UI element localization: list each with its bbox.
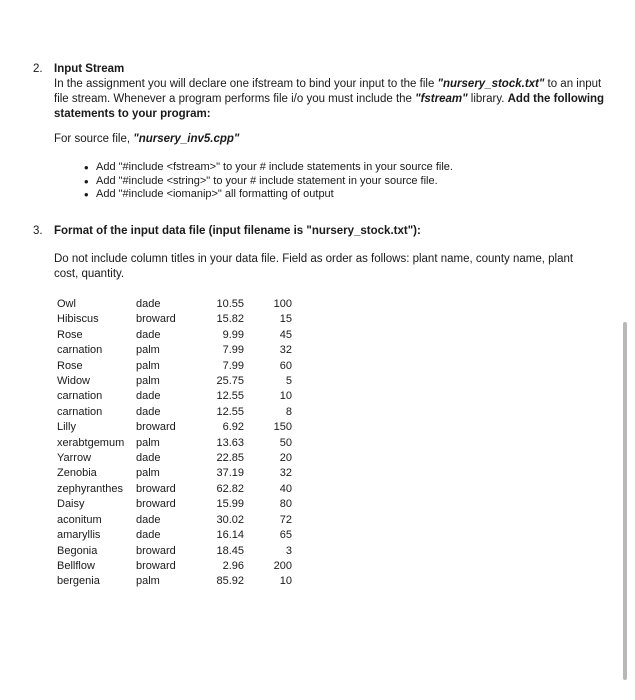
quantity-cell: 32 — [279, 467, 292, 480]
table-row — [57, 482, 292, 497]
county-name-cell: dade — [136, 513, 161, 526]
section-3-heading: Format of the input data file (input filename is "nursery_stock.txt"): — [54, 225, 421, 237]
table-row — [57, 389, 292, 404]
bullet-item: • Add "#include <fstream>" to your # include statements in your source file. — [84, 161, 453, 175]
table-row — [57, 374, 292, 389]
quantity-cell: 50 — [279, 436, 292, 449]
quantity-cell: 150 — [273, 421, 292, 434]
bullet-item: • Add "#include <iomanip>" all formatting of output — [84, 188, 453, 202]
table-row — [57, 466, 292, 481]
plant-name-cell: Zenobia — [57, 467, 97, 480]
table-row — [57, 559, 292, 574]
plant-cost-cell: 7.99 — [222, 344, 244, 357]
table-row — [57, 328, 292, 343]
vertical-scrollbar[interactable] — [623, 322, 627, 680]
county-name-cell: palm — [136, 359, 160, 372]
quantity-cell: 32 — [279, 344, 292, 357]
table-row — [57, 297, 292, 312]
library-fstream: "fstream" — [415, 93, 468, 105]
plant-cost-cell: 62.82 — [216, 482, 244, 495]
plant-cost-cell: 15.82 — [216, 313, 244, 326]
plant-name-cell: bergenia — [57, 575, 100, 588]
section-2-paragraph-line-3: statements to your program: — [54, 108, 211, 120]
plant-name-cell: Rose — [57, 359, 83, 372]
county-name-cell: palm — [136, 575, 160, 588]
plant-name-cell: xerabtgemum — [57, 436, 125, 449]
text-span: In the assignment you will declare one ifstream to bind your input to the file — [54, 78, 438, 90]
bullet-item: • Add "#include <string>" to your # include statement in your source file. — [84, 175, 453, 189]
quantity-cell: 8 — [285, 405, 292, 418]
county-name-cell: palm — [136, 467, 160, 480]
table-row — [57, 451, 292, 466]
plant-cost-cell: 16.14 — [216, 529, 244, 542]
plant-cost-cell: 30.02 — [216, 513, 244, 526]
source-file-label: For source file, — [54, 133, 134, 145]
plant-name-cell: Lilly — [57, 421, 76, 434]
plant-name-cell: Rose — [57, 328, 83, 341]
data-table-body — [57, 297, 292, 590]
county-name-cell: broward — [136, 313, 176, 326]
county-name-cell: broward — [136, 559, 176, 572]
county-name-cell: broward — [136, 544, 176, 557]
table-row — [57, 544, 292, 559]
plant-name-cell: carnation — [57, 390, 103, 403]
quantity-cell: 60 — [279, 359, 292, 372]
plant-cost-cell: 9.99 — [222, 328, 244, 341]
nursery-data-table — [57, 297, 292, 590]
plant-cost-cell: 12.55 — [216, 405, 244, 418]
plant-name-cell: Daisy — [57, 498, 85, 511]
quantity-cell: 20 — [279, 452, 292, 465]
quantity-cell: 80 — [279, 498, 292, 511]
quantity-cell: 40 — [279, 482, 292, 495]
table-row — [57, 343, 292, 358]
plant-name-cell: carnation — [57, 405, 103, 418]
plant-cost-cell: 25.75 — [216, 375, 244, 388]
plant-name-cell: aconitum — [57, 513, 102, 526]
county-name-cell: palm — [136, 375, 160, 388]
quantity-cell: 3 — [285, 544, 292, 557]
county-name-cell: dade — [136, 529, 161, 542]
quantity-cell: 200 — [273, 559, 292, 572]
plant-cost-cell: 7.99 — [222, 359, 244, 372]
text-span: library. — [467, 93, 508, 105]
table-row — [57, 513, 292, 528]
source-file-line — [54, 133, 239, 145]
table-row — [57, 405, 292, 420]
text-span: file stream. Whenever a program performs file i/o you must include the — [54, 93, 416, 105]
quantity-cell: 45 — [279, 328, 292, 341]
county-name-cell: broward — [136, 482, 176, 495]
section-2-heading: Input Stream — [54, 63, 125, 75]
quantity-cell: 10 — [279, 390, 292, 403]
county-name-cell: dade — [136, 390, 161, 403]
section-3-description-line-2: cost, quantity. — [54, 268, 125, 280]
table-row — [57, 574, 292, 589]
quantity-cell: 10 — [279, 575, 292, 588]
table-row — [57, 359, 292, 374]
plant-cost-cell: 10.55 — [216, 298, 244, 310]
plant-name-cell: amaryllis — [57, 529, 101, 542]
table-row — [57, 312, 292, 327]
plant-name-cell: Hibiscus — [57, 313, 99, 326]
plant-cost-cell: 37.19 — [216, 467, 244, 480]
plant-cost-cell: 22.85 — [216, 452, 244, 465]
county-name-cell: broward — [136, 498, 176, 511]
include-bullet-list — [84, 161, 453, 202]
quantity-cell: 100 — [273, 298, 292, 310]
plant-name-cell: Bellflow — [57, 559, 95, 572]
instruction-bold: Add the following — [507, 93, 605, 105]
section-2-number: 2. — [33, 63, 43, 75]
county-name-cell: broward — [136, 421, 176, 434]
plant-name-cell: zephyranthes — [57, 482, 124, 495]
section-2-paragraph-line-2 — [54, 93, 604, 105]
plant-cost-cell: 2.96 — [222, 559, 244, 572]
plant-cost-cell: 18.45 — [216, 544, 244, 557]
text-span: to an input — [544, 78, 602, 90]
plant-name-cell: carnation — [57, 344, 103, 357]
county-name-cell: dade — [136, 405, 161, 418]
plant-name-cell: Yarrow — [57, 452, 92, 465]
county-name-cell: dade — [136, 328, 161, 341]
plant-name-cell: Begonia — [57, 544, 98, 557]
plant-cost-cell: 12.55 — [216, 390, 244, 403]
county-name-cell: palm — [136, 344, 160, 357]
source-file-name: "nursery_inv5.cpp" — [133, 133, 240, 145]
table-row — [57, 436, 292, 451]
county-name-cell: palm — [136, 436, 160, 449]
plant-cost-cell: 6.92 — [222, 421, 244, 434]
county-name-cell: dade — [136, 452, 161, 465]
quantity-cell: 65 — [279, 529, 292, 542]
county-name-cell: dade — [136, 298, 161, 310]
table-row — [57, 420, 292, 435]
section-3-description-line-1: Do not include column titles in your data file. Field as order as follows: plant name, county name, plant — [54, 253, 574, 265]
quantity-cell: 5 — [285, 375, 292, 388]
section-3-number: 3. — [33, 225, 43, 237]
plant-cost-cell: 15.99 — [216, 498, 244, 511]
quantity-cell: 72 — [279, 513, 292, 526]
filename-nursery-stock: "nursery_stock.txt" — [437, 78, 545, 90]
plant-name-cell: Owl — [57, 298, 76, 310]
plant-cost-cell: 85.92 — [216, 575, 244, 588]
plant-name-cell: Widow — [57, 375, 91, 388]
section-2-paragraph-line-1 — [54, 78, 601, 90]
plant-cost-cell: 13.63 — [216, 436, 244, 449]
table-row — [57, 528, 292, 543]
table-row — [57, 497, 292, 512]
quantity-cell: 15 — [279, 313, 292, 326]
